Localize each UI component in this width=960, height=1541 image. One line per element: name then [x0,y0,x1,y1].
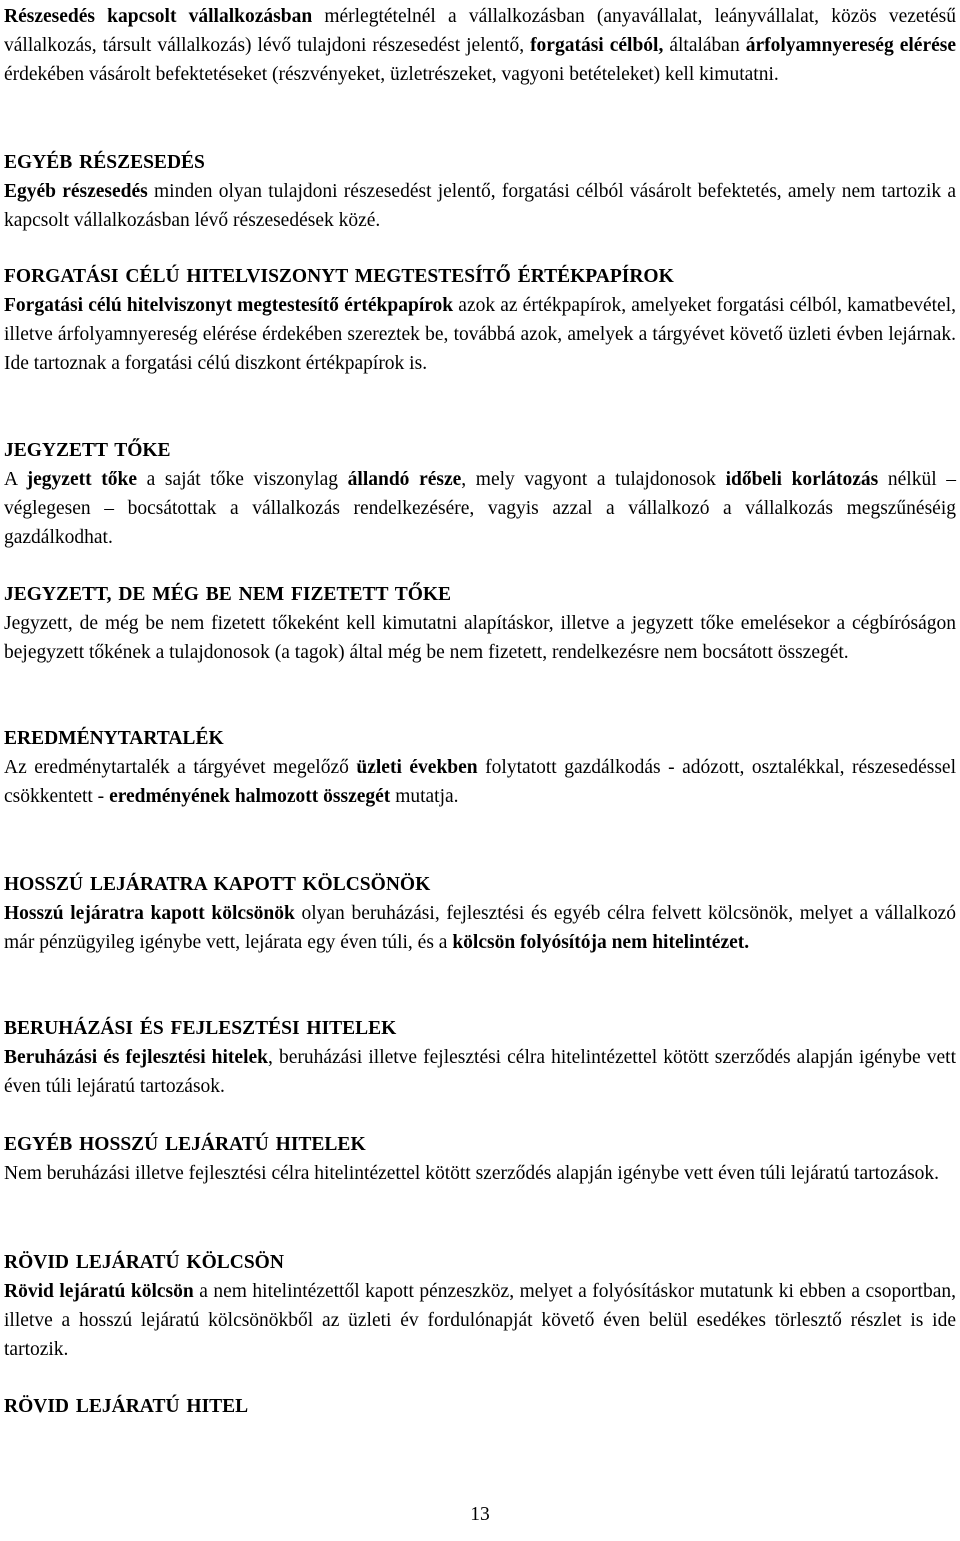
text-run: nélkül – véglegesen – bocsátottak a vállalkozás rendelkezésére, vagyis azzal a vállalkozó a vállalkozás megszűnéséig gazdálkodhat. [4,469,957,548]
section-jegyzett-de-meg-be-nem-fizetett-toke [4,580,956,667]
section-paragraph [4,291,956,378]
section-heading: EGYÉB RÉSZESEDÉS [4,152,205,173]
text-run: , beruházási illetve fejlesztési célra hitelintézettel kötött szerződés alapján igénybe vett éven túli lejáratú tartozások. [4,1047,957,1097]
text-run: , mely vagyont a tulajdonosok [461,469,726,490]
section-heading: EGYÉB HOSSZÚ LEJÁRATÚ HITELEK [4,1134,366,1155]
section-paragraph [4,609,956,667]
section-heading: FORGATÁSI CÉLÚ HITELVISZONYT MEGTESTESÍTŐ ÉRTÉKPAPÍROK [4,266,674,287]
bold-term: Hosszú lejáratra kapott kölcsönök [4,903,295,924]
section-heading: RÖVID LEJÁRATÚ HITEL [4,1396,249,1417]
text-run: olyan beruházási, fejlesztési és egyéb célra felvett kölcsönök, melyet a vállalkozó már pénzügyileg igénybe vett, lejárata egy éven túli, és a [4,903,956,953]
text-run: A [4,469,27,490]
section-heading: HOSSZÚ LEJÁRATRA KAPOTT KÖLCSÖNÖK [4,874,431,895]
section-reszesedes-kapcsolt [4,2,956,89]
text-run: Jegyzett, de még be nem fizetett tőkeként kell kimutatni alapításkor, illetve a jegyzett tőke emelésekor a cégbíróságon bejegyzett tőkének a tulajdonosok (a tagok) által még be nem fizetett, rendelkezésre nem bocsátott összegét. [4,613,956,663]
text-run: a nem hitelintézettől kapott pénzeszköz, melyet a folyósításkor mutatunk ki ebben a csoportban, illetve a hosszú lejáratú kölcsönökből az üzleti év fordulónapját követő éven belül esedékes törlesztő részlet is ide tartozik. [4,1281,956,1360]
bold-term: Részesedés kapcsolt vállalkozásban [4,6,313,27]
text-run: általában [663,35,746,56]
bold-term: Beruházási és fejlesztési hitelek [4,1047,269,1068]
bold-term: Forgatási célú hitelviszonyt megtestesítő értékpapírok [4,295,454,316]
section-paragraph [4,753,956,811]
section-forgatasi-celu-ertekpapirok [4,262,956,378]
bold-term: időbeli korlátozás [725,469,879,490]
section-heading: JEGYZETT TŐKE [4,440,171,461]
bold-term: árfolyamnyereség elérése [745,35,956,56]
text-run: Az eredménytartalék a tárgyévet megelőző [4,757,357,778]
section-paragraph [4,1043,956,1101]
section-paragraph [4,465,956,552]
page-number: 13 [470,1504,490,1525]
section-beruhazasi-es-fejlesztesi-hitelek [4,1014,956,1101]
text-run: mérlegtételnél a vállalkozásban (anyavállalat, leányvállalat, közös vezetésű vállalkozás, társult vállalkozás) lévő tulajdoni részesedést jelentő, [4,6,956,56]
bold-term: Egyéb részesedés [4,181,148,202]
section-heading: JEGYZETT, DE MÉG BE NEM FIZETETT TŐKE [4,584,452,605]
section-heading: EREDMÉNYTARTALÉK [4,728,224,749]
section-rovid-lejaratu-hitel [4,1392,956,1421]
bold-term: üzleti években [356,757,478,778]
text-run: folytatott gazdálkodás - adózott, osztalékkal, részesedéssel csökkentett - [4,757,956,807]
bold-term: Rövid lejáratú kölcsön [4,1281,194,1302]
section-paragraph [4,177,956,235]
bold-term: kölcsön folyósítója nem hitelintézet. [452,932,750,953]
bold-term: eredményének halmozott összegét [109,786,391,807]
section-heading: BERUHÁZÁSI ÉS FEJLESZTÉSI HITELEK [4,1018,397,1039]
section-egyeb-reszesedes [4,148,956,235]
bold-term: állandó része [347,469,462,490]
section-eredmenytartalek [4,724,956,811]
section-egyeb-hosszu-lejaratu-hitelek [4,1130,956,1188]
section-paragraph [4,899,956,957]
text-run: minden olyan tulajdoni részesedést jelentő, forgatási célból vásárolt befektetés, amely nem tartozik a kapcsolt vállalkozásban lévő részesedések közé. [4,181,956,231]
text-run: a saját tőke viszonylag [137,469,348,490]
section-heading: RÖVID LEJÁRATÚ KÖLCSÖN [4,1252,284,1273]
text-run: Nem beruházási illetve fejlesztési célra hitelintézettel kötött szerződés alapján igénybe vett éven túli lejáratú tartozások. [4,1163,940,1184]
section-jegyzett-toke [4,436,956,552]
text-run: azok az értékpapírok, amelyeket forgatási célból, kamatbevétel, illetve árfolyamnyereség elérése érdekében szereztek be, továbbá azok, amelyek a tárgyévet követő üzleti évben lejárnak. Ide tartoznak a forgatási célú diszkont értékpapírok is. [4,295,957,374]
section-paragraph [4,2,956,89]
section-paragraph [4,1159,956,1188]
bold-term: forgatási célból, [530,35,664,56]
text-run: érdekében vásárolt befektetéseket (részvényeket, üzletrészeket, vagyoni betételeket) kell kimutatni. [4,64,779,85]
section-hosszu-lejaratra-kapott-kolcsonok [4,870,956,957]
section-paragraph [4,1277,956,1364]
bold-term: jegyzett tőke [26,469,137,490]
section-rovid-lejaratu-kolcson [4,1248,956,1364]
text-run: mutatja. [390,786,459,807]
